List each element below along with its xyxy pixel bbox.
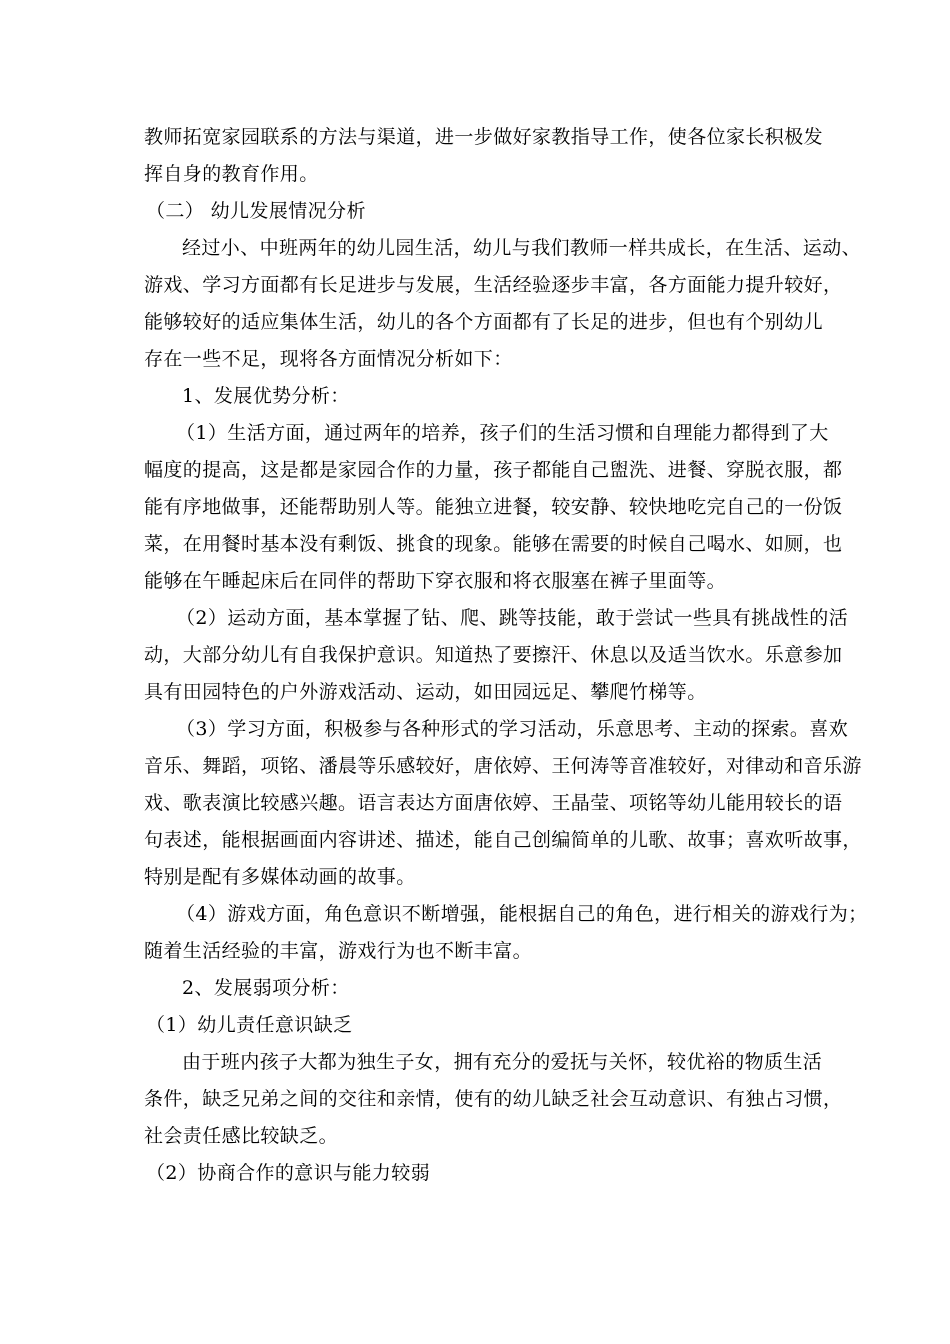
paragraph-line: 经过小、中班两年的幼儿园生活，幼儿与我们教师一样共成长，在生活、运动、: [182, 237, 862, 259]
paragraph-line: 具有田园特色的户外游戏活动、运动，如田园远足、攀爬竹梯等。: [144, 681, 707, 703]
paragraph-line: 特别是配有多媒体动画的故事。: [144, 866, 416, 888]
paragraph-line: 能有序地做事，还能帮助别人等。能独立进餐，较安静、较快地吃完自己的一份饭: [144, 496, 843, 518]
paragraph-line: 戏、歌表演比较感兴趣。语言表达方面唐依婷、王晶莹、项铭等幼儿能用较长的语: [144, 792, 843, 814]
paragraph-line: 音乐、舞蹈，项铭、潘晨等乐感较好，唐依婷、王何涛等音准较好，对律动和音乐游: [144, 755, 862, 777]
paragraph-line: 存在一些不足，现将各方面情况分析如下：: [144, 348, 513, 370]
paragraph-line: 动，大部分幼儿有自我保护意识。知道热了要擦汗、休息以及适当饮水。乐意参加: [144, 644, 843, 666]
paragraph-line: （4）游戏方面，角色意识不断增强，能根据自己的角色，进行相关的游戏行为；: [176, 903, 868, 925]
paragraph-line: （1）生活方面，通过两年的培养，孩子们的生活习惯和自理能力都得到了大: [176, 422, 829, 444]
paragraph-line: 游戏、学习方面都有长足进步与发展，生活经验逐步丰富，各方面能力提升较好，: [144, 274, 843, 296]
paragraph-line: 菜，在用餐时基本没有剩饭、挑食的现象。能够在需要的时候自己喝水、如厕，也: [144, 533, 843, 555]
subsection-heading: 1、发展优势分析：: [182, 385, 350, 407]
paragraph-line: 句表述，能根据画面内容讲述、描述，能自己创编简单的儿歌、故事；喜欢听故事，: [144, 829, 862, 851]
paragraph-line: 能够较好的适应集体生活，幼儿的各个方面都有了长足的进步，但也有个别幼儿: [144, 311, 824, 333]
paragraph-line: 能够在午睡起床后在同伴的帮助下穿衣服和将衣服塞在裤子里面等。: [144, 570, 727, 592]
section-heading: （二） 幼儿发展情况分析: [146, 200, 366, 222]
subsection-heading: 2、发展弱项分析：: [182, 977, 350, 999]
subsection-heading: （1）幼儿责任意识缺乏: [146, 1014, 353, 1036]
paragraph-line: 教师拓宽家园联系的方法与渠道，进一步做好家教指导工作，使各位家长积极发: [144, 126, 824, 148]
paragraph-line: （3）学习方面，积极参与各种形式的学习活动，乐意思考、主动的探索。喜欢: [176, 718, 849, 740]
paragraph-line: 条件，缺乏兄弟之间的交往和亲情，使有的幼儿缺乏社会互动意识、有独占习惯，: [144, 1088, 843, 1110]
subsection-heading: （2）协商合作的意识与能力较弱: [146, 1162, 431, 1184]
paragraph-line: 挥自身的教育作用。: [144, 163, 319, 185]
paragraph-line: （2）运动方面，基本掌握了钻、爬、跳等技能，敢于尝试一些具有挑战性的活: [176, 607, 849, 629]
paragraph-line: 社会责任感比较缺乏。: [144, 1125, 339, 1147]
paragraph-line: 随着生活经验的丰富，游戏行为也不断丰富。: [144, 940, 533, 962]
paragraph-line: 幅度的提高，这是都是家园合作的力量，孩子都能自己盥洗、进餐、穿脱衣服，都: [144, 459, 843, 481]
paragraph-line: 由于班内孩子大都为独生子女，拥有充分的爱抚与关怀，较优裕的物质生活: [182, 1051, 823, 1073]
